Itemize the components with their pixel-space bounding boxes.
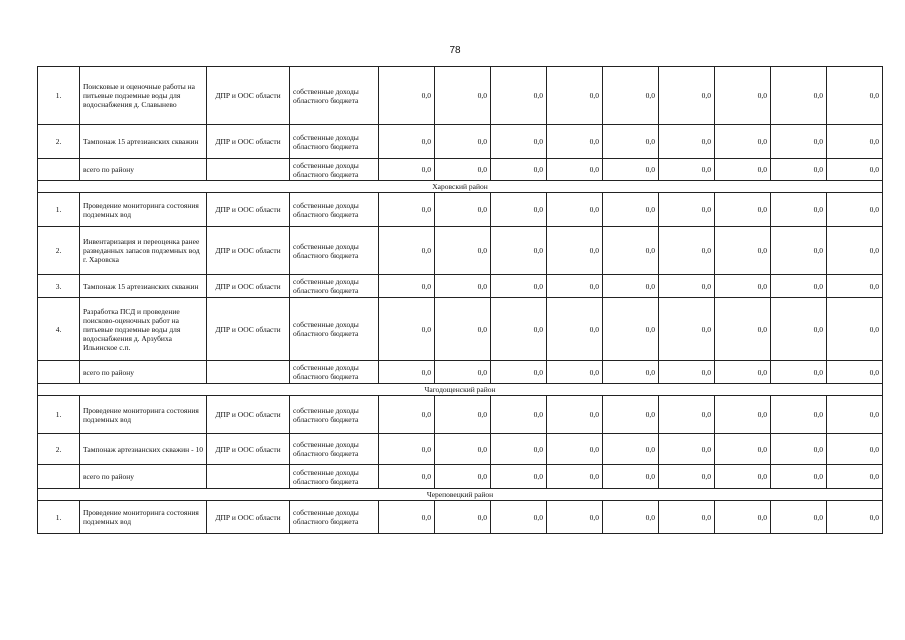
amount-cell: 0,0 — [827, 501, 883, 534]
amount-cell: 0,0 — [715, 396, 771, 434]
amount-cell: 0,0 — [659, 159, 715, 181]
amount-cell: 0,0 — [435, 125, 491, 159]
row-number: 1. — [38, 396, 80, 434]
funding-source: собственные доходы областного бюджета — [290, 67, 379, 125]
measure-name: всего по району — [80, 159, 207, 181]
amount-cell: 0,0 — [827, 396, 883, 434]
amount-cell: 0,0 — [827, 275, 883, 298]
amount-cell: 0,0 — [435, 298, 491, 361]
amount-cell: 0,0 — [659, 67, 715, 125]
amount-cell: 0,0 — [491, 67, 547, 125]
amount-cell: 0,0 — [435, 227, 491, 275]
amount-cell: 0,0 — [715, 125, 771, 159]
amount-cell: 0,0 — [491, 434, 547, 465]
funding-source: собственные доходы областного бюджета — [290, 275, 379, 298]
amount-cell: 0,0 — [771, 501, 827, 534]
responsible-executor: ДПР и ООС области — [207, 396, 290, 434]
amount-cell: 0,0 — [603, 396, 659, 434]
amount-cell: 0,0 — [435, 159, 491, 181]
amount-cell: 0,0 — [603, 501, 659, 534]
funding-source: собственные доходы областного бюджета — [290, 159, 379, 181]
district-title: Череповецкий район — [38, 489, 883, 501]
total-row — [38, 361, 883, 384]
measure-name: всего по району — [80, 465, 207, 489]
measure-name: Тампонаж 15 артезианских скважин — [80, 125, 207, 159]
amount-cell: 0,0 — [435, 396, 491, 434]
amount-cell: 0,0 — [379, 227, 435, 275]
amount-cell: 0,0 — [715, 159, 771, 181]
amount-cell: 0,0 — [603, 434, 659, 465]
page-number: 78 — [449, 45, 461, 56]
row-number — [38, 465, 80, 489]
table-row — [38, 193, 883, 227]
section-row — [38, 181, 883, 193]
district-title: Харовский район — [38, 181, 883, 193]
amount-cell: 0,0 — [603, 361, 659, 384]
responsible-executor — [207, 465, 290, 489]
funding-source: собственные доходы областного бюджета — [290, 193, 379, 227]
measure-name: Проведение мониторинга состояния подземных вод — [80, 501, 207, 534]
amount-cell: 0,0 — [659, 465, 715, 489]
amount-cell: 0,0 — [547, 465, 603, 489]
amount-cell: 0,0 — [715, 434, 771, 465]
table-row — [38, 275, 883, 298]
funding-source: собственные доходы областного бюджета — [290, 125, 379, 159]
amount-cell: 0,0 — [491, 227, 547, 275]
amount-cell: 0,0 — [827, 361, 883, 384]
amount-cell: 0,0 — [715, 465, 771, 489]
row-number: 1. — [38, 193, 80, 227]
table-row — [38, 501, 883, 534]
amount-cell: 0,0 — [547, 361, 603, 384]
amount-cell: 0,0 — [379, 361, 435, 384]
responsible-executor: ДПР и ООС области — [207, 125, 290, 159]
table-row — [38, 227, 883, 275]
amount-cell: 0,0 — [603, 227, 659, 275]
measure-name: Поисковые и оценочные работы на питьевые подземные воды для водоснабжения д. Славынево — [80, 67, 207, 125]
amount-cell: 0,0 — [435, 67, 491, 125]
row-number — [38, 361, 80, 384]
amount-cell: 0,0 — [435, 275, 491, 298]
amount-cell: 0,0 — [435, 361, 491, 384]
amount-cell: 0,0 — [771, 193, 827, 227]
amount-cell: 0,0 — [491, 361, 547, 384]
funding-source: собственные доходы областного бюджета — [290, 227, 379, 275]
amount-cell: 0,0 — [603, 275, 659, 298]
measure-name: Разработка ПСД и проведение поисково-оценочных работ на питьевые подземные воды для водоснабжения д. Арзубиха Ильинское с.п. — [80, 298, 207, 361]
amount-cell: 0,0 — [827, 67, 883, 125]
amount-cell: 0,0 — [771, 465, 827, 489]
amount-cell: 0,0 — [659, 125, 715, 159]
measure-name: Тампонаж артезианских скважин - 10 — [80, 434, 207, 465]
responsible-executor: ДПР и ООС области — [207, 193, 290, 227]
amount-cell: 0,0 — [379, 67, 435, 125]
amount-cell: 0,0 — [491, 396, 547, 434]
amount-cell: 0,0 — [603, 193, 659, 227]
table-row — [38, 396, 883, 434]
amount-cell: 0,0 — [547, 159, 603, 181]
measure-name: Проведение мониторинга состояния подземных вод — [80, 193, 207, 227]
amount-cell: 0,0 — [827, 434, 883, 465]
amount-cell: 0,0 — [435, 501, 491, 534]
amount-cell: 0,0 — [491, 159, 547, 181]
amount-cell: 0,0 — [379, 434, 435, 465]
amount-cell: 0,0 — [547, 67, 603, 125]
amount-cell: 0,0 — [659, 501, 715, 534]
amount-cell: 0,0 — [603, 67, 659, 125]
funding-source: собственные доходы областного бюджета — [290, 361, 379, 384]
funding-source: собственные доходы областного бюджета — [290, 465, 379, 489]
amount-cell: 0,0 — [771, 159, 827, 181]
amount-cell: 0,0 — [827, 298, 883, 361]
amount-cell: 0,0 — [435, 465, 491, 489]
amount-cell: 0,0 — [379, 193, 435, 227]
amount-cell: 0,0 — [715, 501, 771, 534]
total-row — [38, 465, 883, 489]
funding-source: собственные доходы областного бюджета — [290, 434, 379, 465]
section-row — [38, 489, 883, 501]
measure-name: всего по району — [80, 361, 207, 384]
amount-cell: 0,0 — [659, 275, 715, 298]
amount-cell: 0,0 — [715, 275, 771, 298]
amount-cell: 0,0 — [659, 227, 715, 275]
responsible-executor: ДПР и ООС области — [207, 501, 290, 534]
amount-cell: 0,0 — [435, 193, 491, 227]
budget-table — [37, 66, 883, 534]
amount-cell: 0,0 — [491, 275, 547, 298]
amount-cell: 0,0 — [827, 159, 883, 181]
amount-cell: 0,0 — [379, 159, 435, 181]
amount-cell: 0,0 — [547, 275, 603, 298]
measure-name: Тампонаж 15 артезианских скважин — [80, 275, 207, 298]
amount-cell: 0,0 — [435, 434, 491, 465]
amount-cell: 0,0 — [659, 396, 715, 434]
amount-cell: 0,0 — [547, 193, 603, 227]
amount-cell: 0,0 — [771, 275, 827, 298]
amount-cell: 0,0 — [771, 298, 827, 361]
amount-cell: 0,0 — [771, 227, 827, 275]
amount-cell: 0,0 — [771, 67, 827, 125]
amount-cell: 0,0 — [715, 227, 771, 275]
responsible-executor: ДПР и ООС области — [207, 227, 290, 275]
amount-cell: 0,0 — [827, 125, 883, 159]
amount-cell: 0,0 — [547, 125, 603, 159]
amount-cell: 0,0 — [715, 67, 771, 125]
amount-cell: 0,0 — [603, 159, 659, 181]
row-number: 2. — [38, 125, 80, 159]
amount-cell: 0,0 — [603, 125, 659, 159]
amount-cell: 0,0 — [715, 298, 771, 361]
row-number: 2. — [38, 227, 80, 275]
amount-cell: 0,0 — [771, 125, 827, 159]
amount-cell: 0,0 — [547, 298, 603, 361]
table-row — [38, 125, 883, 159]
table-row — [38, 67, 883, 125]
amount-cell: 0,0 — [491, 501, 547, 534]
amount-cell: 0,0 — [659, 193, 715, 227]
amount-cell: 0,0 — [547, 434, 603, 465]
amount-cell: 0,0 — [491, 465, 547, 489]
amount-cell: 0,0 — [491, 193, 547, 227]
responsible-executor — [207, 159, 290, 181]
row-number: 3. — [38, 275, 80, 298]
amount-cell: 0,0 — [379, 465, 435, 489]
amount-cell: 0,0 — [771, 396, 827, 434]
funding-source: собственные доходы областного бюджета — [290, 501, 379, 534]
amount-cell: 0,0 — [491, 298, 547, 361]
amount-cell: 0,0 — [603, 465, 659, 489]
amount-cell: 0,0 — [659, 361, 715, 384]
amount-cell: 0,0 — [547, 227, 603, 275]
responsible-executor: ДПР и ООС области — [207, 434, 290, 465]
table-row — [38, 298, 883, 361]
amount-cell: 0,0 — [379, 275, 435, 298]
measure-name: Инвентаризация и переоценка ранее разведанных запасов подземных вод г. Харовска — [80, 227, 207, 275]
amount-cell: 0,0 — [379, 125, 435, 159]
amount-cell: 0,0 — [827, 227, 883, 275]
responsible-executor — [207, 361, 290, 384]
amount-cell: 0,0 — [491, 125, 547, 159]
row-number: 2. — [38, 434, 80, 465]
row-number — [38, 159, 80, 181]
table-row — [38, 434, 883, 465]
section-row — [38, 384, 883, 396]
measure-name: Проведение мониторинга состояния подземных вод — [80, 396, 207, 434]
amount-cell: 0,0 — [547, 396, 603, 434]
funding-source: собственные доходы областного бюджета — [290, 298, 379, 361]
amount-cell: 0,0 — [827, 465, 883, 489]
amount-cell: 0,0 — [771, 361, 827, 384]
amount-cell: 0,0 — [379, 298, 435, 361]
amount-cell: 0,0 — [715, 193, 771, 227]
responsible-executor: ДПР и ООС области — [207, 275, 290, 298]
row-number: 1. — [38, 67, 80, 125]
total-row — [38, 159, 883, 181]
amount-cell: 0,0 — [659, 298, 715, 361]
amount-cell: 0,0 — [379, 501, 435, 534]
responsible-executor: ДПР и ООС области — [207, 298, 290, 361]
amount-cell: 0,0 — [547, 501, 603, 534]
amount-cell: 0,0 — [771, 434, 827, 465]
row-number: 1. — [38, 501, 80, 534]
amount-cell: 0,0 — [379, 396, 435, 434]
amount-cell: 0,0 — [659, 434, 715, 465]
amount-cell: 0,0 — [603, 298, 659, 361]
row-number: 4. — [38, 298, 80, 361]
amount-cell: 0,0 — [827, 193, 883, 227]
amount-cell: 0,0 — [715, 361, 771, 384]
district-title: Чагодощенский район — [38, 384, 883, 396]
funding-source: собственные доходы областного бюджета — [290, 396, 379, 434]
responsible-executor: ДПР и ООС области — [207, 67, 290, 125]
